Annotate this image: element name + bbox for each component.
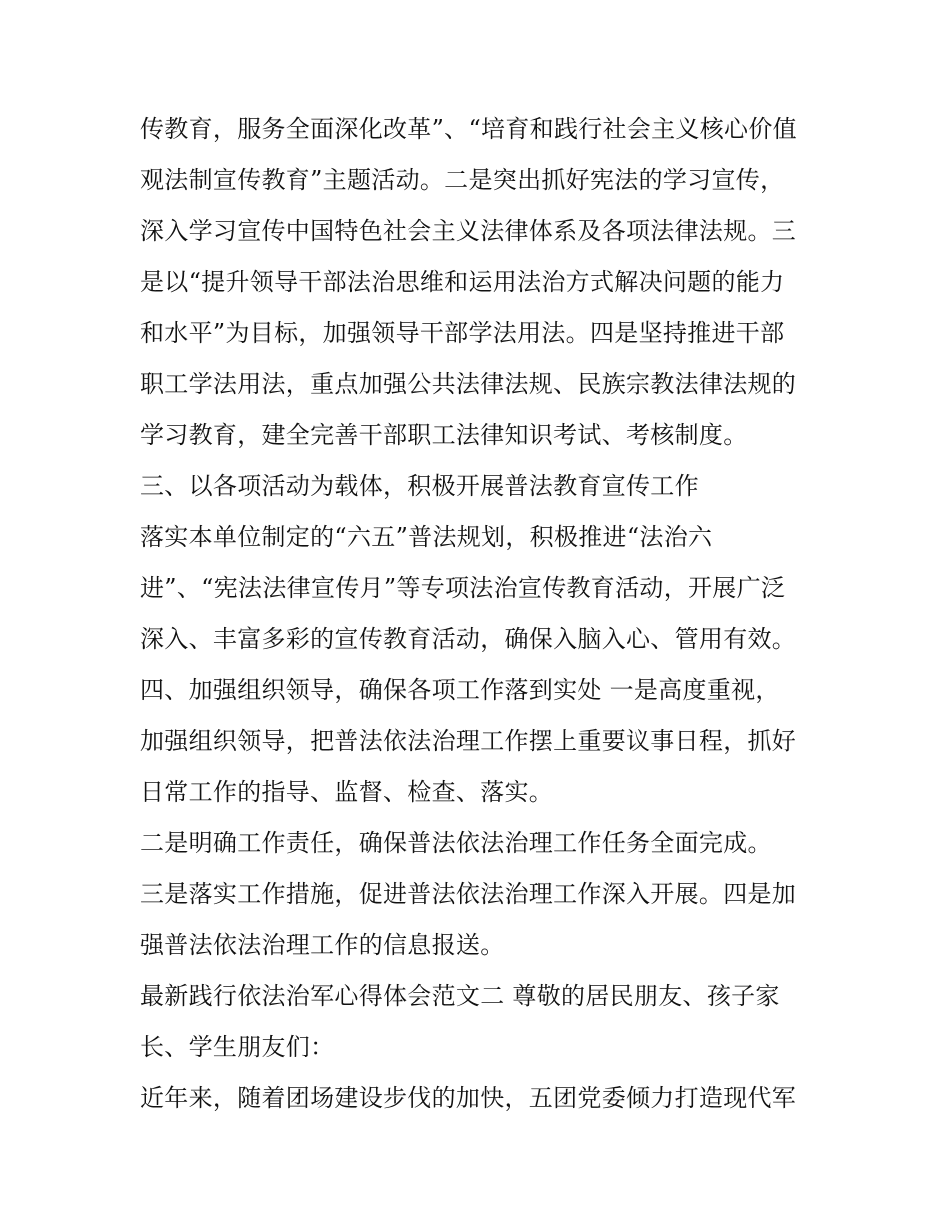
- text-line: 加强组织领导，把普法依法治理工作摆上重要议事日程，抓好: [140, 727, 797, 755]
- text-line: 三是落实工作措施，促进普法依法治理工作深入开展。四是加: [140, 880, 797, 908]
- text-line: 深入、丰富多彩的宣传教育活动，确保入脑入心、管用有效。: [140, 625, 797, 653]
- text-line: 和水平”为目标，加强领导干部学法用法。四是坚持推进干部: [140, 319, 785, 347]
- text-line: 是以“提升领导干部法治思维和运用法治方式解决问题的能力: [140, 268, 785, 296]
- text-line: 日常工作的指导、监督、检查、落实。: [140, 778, 554, 806]
- section-heading: 三、以各项活动为载体，积极开展普法教育宣传工作: [140, 472, 699, 500]
- text-line: 职工学法用法，重点加强公共法律法规、民族宗教法律法规的: [140, 370, 797, 398]
- text-line: 深入学习宣传中国特色社会主义法律体系及各项法律法规。三: [140, 217, 797, 245]
- text-line: 进”、“宪法法律宣传月”等专项法治宣传教育活动，开展广泛: [140, 574, 786, 602]
- body-text: [140, 104, 830, 1124]
- text-line: 传教育，服务全面深化改革”、“培育和践行社会主义核心价值: [140, 115, 797, 143]
- article-title: 最新践行依法治军心得体会范文二 尊敬的居民朋友、孩子家: [140, 982, 780, 1010]
- text-line: 强普法依法治理工作的信息报送。: [140, 931, 505, 959]
- text-line: 落实本单位制定的“六五”普法规划，积极推进“法治六: [140, 523, 713, 551]
- text-line: 学习教育，建全完善干部职工法律知识考试、考核制度。: [140, 421, 748, 449]
- section-heading: 四、加强组织领导，确保各项工作落到实处 一是高度重视，: [140, 676, 780, 704]
- text-line: 二是明确工作责任，确保普法依法治理工作任务全面完成。: [140, 829, 772, 857]
- text-line: 近年来，随着团场建设步伐的加快，五团党委倾力打造现代军: [140, 1084, 797, 1112]
- text-line: 观法制宣传教育”主题活动。二是突出抓好宪法的学习宣传，: [140, 166, 785, 194]
- text-line: 长、学生朋友们：: [140, 1033, 335, 1061]
